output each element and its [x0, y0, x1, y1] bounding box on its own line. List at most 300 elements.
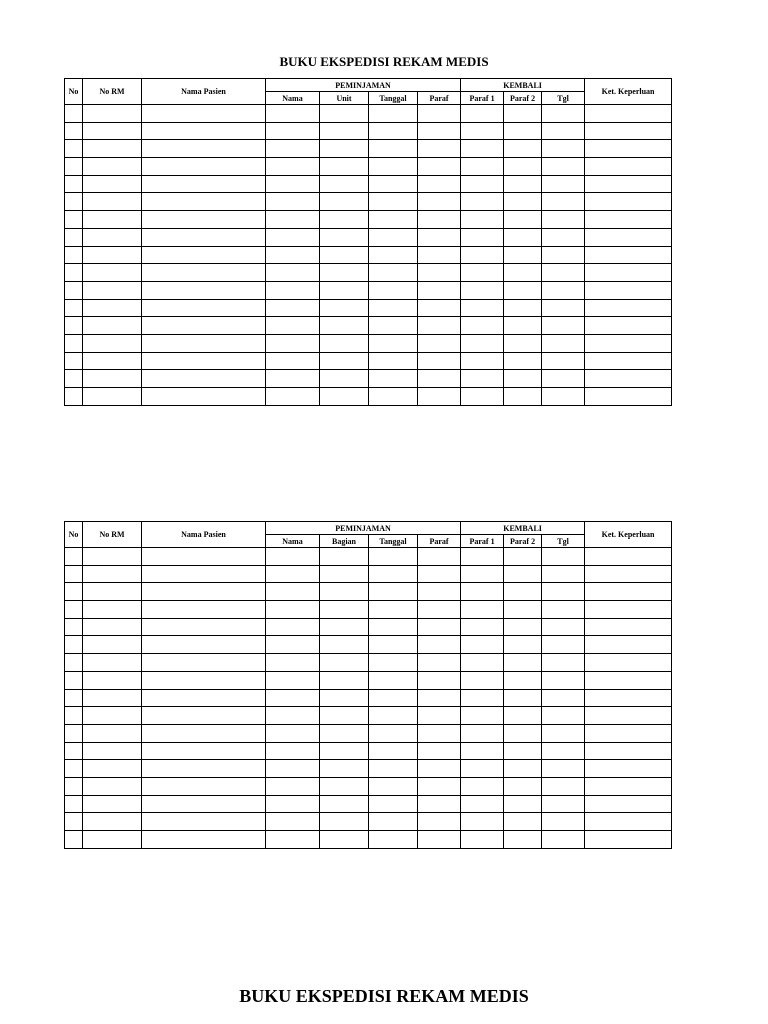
empty-cell: [142, 760, 266, 778]
empty-cell: [542, 228, 585, 246]
empty-cell: [142, 831, 266, 849]
empty-cell: [585, 565, 672, 583]
empty-cell: [142, 281, 266, 299]
empty-cell: [142, 317, 266, 335]
header-peminjaman: PEMINJAMAN: [266, 79, 461, 92]
empty-cell: [266, 760, 320, 778]
empty-cell: [461, 707, 504, 725]
table-row: [65, 246, 672, 264]
subheader-paraf-2: Paraf 2: [504, 92, 542, 105]
empty-cell: [418, 548, 461, 566]
empty-cell: [142, 813, 266, 831]
empty-cell: [504, 689, 542, 707]
empty-cell: [461, 795, 504, 813]
empty-cell: [418, 264, 461, 282]
empty-cell: [504, 370, 542, 388]
empty-cell: [542, 548, 585, 566]
empty-cell: [266, 831, 320, 849]
empty-cell: [83, 122, 142, 140]
empty-cell: [542, 281, 585, 299]
empty-cell: [418, 689, 461, 707]
empty-cell: [142, 370, 266, 388]
empty-cell: [585, 281, 672, 299]
empty-cell: [542, 122, 585, 140]
empty-cell: [418, 618, 461, 636]
empty-cell: [83, 211, 142, 229]
empty-cell: [418, 352, 461, 370]
empty-cell: [585, 317, 672, 335]
empty-cell: [83, 724, 142, 742]
empty-cell: [542, 671, 585, 689]
empty-cell: [585, 654, 672, 672]
empty-cell: [65, 601, 83, 619]
empty-cell: [83, 193, 142, 211]
empty-cell: [585, 334, 672, 352]
empty-cell: [369, 760, 418, 778]
empty-cell: [585, 211, 672, 229]
empty-cell: [369, 317, 418, 335]
header-no-rm: No RM: [83, 79, 142, 105]
table-row: [65, 299, 672, 317]
table-row: [65, 601, 672, 619]
empty-cell: [320, 175, 369, 193]
empty-cell: [65, 724, 83, 742]
empty-cell: [504, 671, 542, 689]
ledger-table-2: [64, 521, 672, 849]
empty-cell: [142, 671, 266, 689]
empty-cell: [504, 724, 542, 742]
empty-cell: [142, 636, 266, 654]
table-row: [65, 795, 672, 813]
empty-cell: [65, 583, 83, 601]
empty-cell: [65, 760, 83, 778]
empty-cell: [585, 795, 672, 813]
empty-cell: [266, 281, 320, 299]
empty-cell: [369, 158, 418, 176]
empty-cell: [142, 175, 266, 193]
empty-cell: [461, 246, 504, 264]
empty-cell: [65, 158, 83, 176]
empty-cell: [142, 724, 266, 742]
empty-cell: [142, 211, 266, 229]
empty-cell: [504, 654, 542, 672]
empty-cell: [83, 299, 142, 317]
empty-cell: [504, 636, 542, 654]
table-row: [65, 334, 672, 352]
empty-cell: [266, 211, 320, 229]
empty-cell: [461, 281, 504, 299]
empty-cell: [461, 813, 504, 831]
empty-cell: [65, 548, 83, 566]
table-row: [65, 831, 672, 849]
empty-cell: [418, 334, 461, 352]
empty-cell: [504, 140, 542, 158]
empty-cell: [585, 707, 672, 725]
empty-cell: [542, 618, 585, 636]
empty-cell: [369, 352, 418, 370]
empty-cell: [418, 654, 461, 672]
empty-cell: [320, 565, 369, 583]
empty-cell: [320, 813, 369, 831]
empty-cell: [65, 317, 83, 335]
empty-cell: [142, 105, 266, 123]
table-row: [65, 388, 672, 406]
empty-cell: [585, 831, 672, 849]
empty-cell: [320, 831, 369, 849]
empty-cell: [585, 140, 672, 158]
empty-cell: [266, 193, 320, 211]
empty-cell: [461, 158, 504, 176]
subheader-nama: Nama: [266, 535, 320, 548]
empty-cell: [585, 105, 672, 123]
empty-cell: [542, 636, 585, 654]
empty-cell: [83, 618, 142, 636]
empty-cell: [83, 654, 142, 672]
empty-cell: [461, 175, 504, 193]
empty-cell: [320, 583, 369, 601]
table-row: [65, 636, 672, 654]
empty-cell: [504, 760, 542, 778]
header-nama-pasien: Nama Pasien: [142, 522, 266, 548]
empty-cell: [585, 760, 672, 778]
empty-cell: [461, 760, 504, 778]
ledger-body: [65, 105, 672, 406]
empty-cell: [369, 299, 418, 317]
empty-cell: [461, 777, 504, 795]
empty-cell: [542, 388, 585, 406]
empty-cell: [83, 281, 142, 299]
empty-cell: [504, 831, 542, 849]
empty-cell: [542, 795, 585, 813]
empty-cell: [369, 671, 418, 689]
empty-cell: [266, 246, 320, 264]
empty-cell: [418, 724, 461, 742]
empty-cell: [461, 618, 504, 636]
empty-cell: [320, 795, 369, 813]
empty-cell: [266, 689, 320, 707]
empty-cell: [266, 795, 320, 813]
empty-cell: [461, 601, 504, 619]
empty-cell: [542, 813, 585, 831]
subheader-tgl: Tgl: [542, 535, 585, 548]
empty-cell: [542, 831, 585, 849]
empty-cell: [83, 105, 142, 123]
empty-cell: [266, 636, 320, 654]
subheader-tanggal: Tanggal: [369, 535, 418, 548]
empty-cell: [320, 689, 369, 707]
empty-cell: [320, 742, 369, 760]
empty-cell: [369, 777, 418, 795]
header-ket-keperluan: Ket. Keperluan: [585, 79, 672, 105]
table-row: [65, 317, 672, 335]
table-row: [65, 777, 672, 795]
empty-cell: [418, 388, 461, 406]
empty-cell: [65, 777, 83, 795]
empty-cell: [418, 299, 461, 317]
empty-cell: [65, 388, 83, 406]
empty-cell: [83, 140, 142, 158]
empty-cell: [266, 654, 320, 672]
empty-cell: [320, 228, 369, 246]
empty-cell: [542, 193, 585, 211]
empty-cell: [418, 105, 461, 123]
empty-cell: [418, 831, 461, 849]
empty-cell: [142, 299, 266, 317]
empty-cell: [320, 760, 369, 778]
empty-cell: [266, 707, 320, 725]
empty-cell: [320, 618, 369, 636]
empty-cell: [266, 264, 320, 282]
empty-cell: [585, 813, 672, 831]
empty-cell: [418, 671, 461, 689]
empty-cell: [142, 548, 266, 566]
empty-cell: [369, 795, 418, 813]
empty-cell: [65, 281, 83, 299]
empty-cell: [504, 813, 542, 831]
empty-cell: [504, 334, 542, 352]
empty-cell: [504, 742, 542, 760]
empty-cell: [542, 707, 585, 725]
empty-cell: [461, 105, 504, 123]
empty-cell: [369, 813, 418, 831]
empty-cell: [142, 618, 266, 636]
subheader-paraf: Paraf: [418, 92, 461, 105]
empty-cell: [142, 689, 266, 707]
empty-cell: [542, 777, 585, 795]
empty-cell: [65, 707, 83, 725]
empty-cell: [320, 334, 369, 352]
empty-cell: [266, 388, 320, 406]
empty-cell: [65, 795, 83, 813]
empty-cell: [542, 140, 585, 158]
empty-cell: [369, 724, 418, 742]
empty-cell: [504, 281, 542, 299]
empty-cell: [542, 601, 585, 619]
table-row: [65, 122, 672, 140]
empty-cell: [461, 317, 504, 335]
empty-cell: [266, 671, 320, 689]
empty-cell: [461, 228, 504, 246]
empty-cell: [83, 565, 142, 583]
empty-cell: [369, 742, 418, 760]
empty-cell: [320, 317, 369, 335]
empty-cell: [461, 388, 504, 406]
empty-cell: [83, 795, 142, 813]
empty-cell: [542, 742, 585, 760]
empty-cell: [461, 211, 504, 229]
table-row: [65, 228, 672, 246]
empty-cell: [320, 264, 369, 282]
table-row: [65, 689, 672, 707]
header-nama-pasien: Nama Pasien: [142, 79, 266, 105]
empty-cell: [461, 264, 504, 282]
empty-cell: [585, 548, 672, 566]
table-row: [65, 175, 672, 193]
empty-cell: [461, 671, 504, 689]
table-row: [65, 105, 672, 123]
empty-cell: [585, 158, 672, 176]
empty-cell: [585, 601, 672, 619]
empty-cell: [266, 175, 320, 193]
empty-cell: [142, 334, 266, 352]
empty-cell: [320, 707, 369, 725]
empty-cell: [65, 122, 83, 140]
empty-cell: [585, 122, 672, 140]
empty-cell: [418, 707, 461, 725]
empty-cell: [142, 707, 266, 725]
empty-cell: [369, 831, 418, 849]
empty-cell: [83, 760, 142, 778]
empty-cell: [542, 175, 585, 193]
empty-cell: [418, 565, 461, 583]
empty-cell: [418, 813, 461, 831]
empty-cell: [542, 654, 585, 672]
table-row: [65, 583, 672, 601]
empty-cell: [65, 175, 83, 193]
empty-cell: [418, 583, 461, 601]
subheader-nama: Nama: [266, 92, 320, 105]
empty-cell: [369, 565, 418, 583]
empty-cell: [65, 671, 83, 689]
empty-cell: [83, 689, 142, 707]
subheader-tgl: Tgl: [542, 92, 585, 105]
empty-cell: [320, 671, 369, 689]
subheader-paraf-1: Paraf 1: [461, 535, 504, 548]
empty-cell: [418, 795, 461, 813]
empty-cell: [542, 724, 585, 742]
empty-cell: [585, 175, 672, 193]
empty-cell: [585, 264, 672, 282]
empty-cell: [542, 583, 585, 601]
header-kembali: KEMBALI: [461, 522, 585, 535]
empty-cell: [504, 211, 542, 229]
empty-cell: [266, 334, 320, 352]
empty-cell: [369, 707, 418, 725]
empty-cell: [369, 689, 418, 707]
empty-cell: [266, 565, 320, 583]
empty-cell: [65, 352, 83, 370]
subheader-tanggal: Tanggal: [369, 92, 418, 105]
empty-cell: [320, 388, 369, 406]
empty-cell: [369, 122, 418, 140]
empty-cell: [369, 264, 418, 282]
empty-cell: [461, 352, 504, 370]
empty-cell: [585, 228, 672, 246]
empty-cell: [504, 565, 542, 583]
empty-cell: [320, 636, 369, 654]
empty-cell: [266, 601, 320, 619]
subheader-paraf-1: Paraf 1: [461, 92, 504, 105]
empty-cell: [418, 370, 461, 388]
empty-cell: [542, 299, 585, 317]
empty-cell: [418, 140, 461, 158]
empty-cell: [320, 370, 369, 388]
empty-cell: [542, 317, 585, 335]
empty-cell: [585, 618, 672, 636]
empty-cell: [65, 831, 83, 849]
empty-cell: [585, 352, 672, 370]
table-row: [65, 264, 672, 282]
empty-cell: [369, 281, 418, 299]
empty-cell: [83, 777, 142, 795]
empty-cell: [542, 370, 585, 388]
empty-cell: [83, 264, 142, 282]
empty-cell: [266, 813, 320, 831]
empty-cell: [418, 281, 461, 299]
document-title-next-page: BUKU EKSPEDISI REKAM MEDIS: [239, 986, 529, 1006]
empty-cell: [320, 193, 369, 211]
empty-cell: [320, 352, 369, 370]
empty-cell: [320, 724, 369, 742]
empty-cell: [504, 122, 542, 140]
table-row: [65, 618, 672, 636]
empty-cell: [418, 211, 461, 229]
empty-cell: [369, 175, 418, 193]
empty-cell: [320, 122, 369, 140]
empty-cell: [266, 122, 320, 140]
empty-cell: [266, 548, 320, 566]
header-no: No: [65, 522, 83, 548]
empty-cell: [266, 742, 320, 760]
empty-cell: [542, 246, 585, 264]
empty-cell: [585, 583, 672, 601]
empty-cell: [369, 583, 418, 601]
empty-cell: [320, 281, 369, 299]
empty-cell: [542, 105, 585, 123]
empty-cell: [585, 388, 672, 406]
empty-cell: [418, 777, 461, 795]
empty-cell: [461, 193, 504, 211]
empty-cell: [266, 352, 320, 370]
empty-cell: [320, 601, 369, 619]
empty-cell: [369, 334, 418, 352]
empty-cell: [65, 246, 83, 264]
table-row: [65, 140, 672, 158]
empty-cell: [83, 158, 142, 176]
empty-cell: [142, 228, 266, 246]
empty-cell: [65, 211, 83, 229]
empty-cell: [461, 689, 504, 707]
empty-cell: [65, 228, 83, 246]
empty-cell: [418, 228, 461, 246]
empty-cell: [504, 175, 542, 193]
empty-cell: [266, 583, 320, 601]
empty-cell: [504, 548, 542, 566]
empty-cell: [65, 689, 83, 707]
empty-cell: [542, 760, 585, 778]
empty-cell: [461, 831, 504, 849]
empty-cell: [320, 777, 369, 795]
table-row: [65, 281, 672, 299]
empty-cell: [369, 105, 418, 123]
empty-cell: [504, 299, 542, 317]
empty-cell: [504, 264, 542, 282]
empty-cell: [320, 299, 369, 317]
ledger-table-1: [64, 78, 672, 406]
empty-cell: [65, 742, 83, 760]
table-row: [65, 760, 672, 778]
empty-cell: [266, 140, 320, 158]
empty-cell: [83, 813, 142, 831]
empty-cell: [65, 334, 83, 352]
empty-cell: [369, 193, 418, 211]
empty-cell: [65, 636, 83, 654]
empty-cell: [585, 246, 672, 264]
empty-cell: [83, 601, 142, 619]
empty-cell: [83, 742, 142, 760]
empty-cell: [320, 158, 369, 176]
empty-cell: [504, 317, 542, 335]
